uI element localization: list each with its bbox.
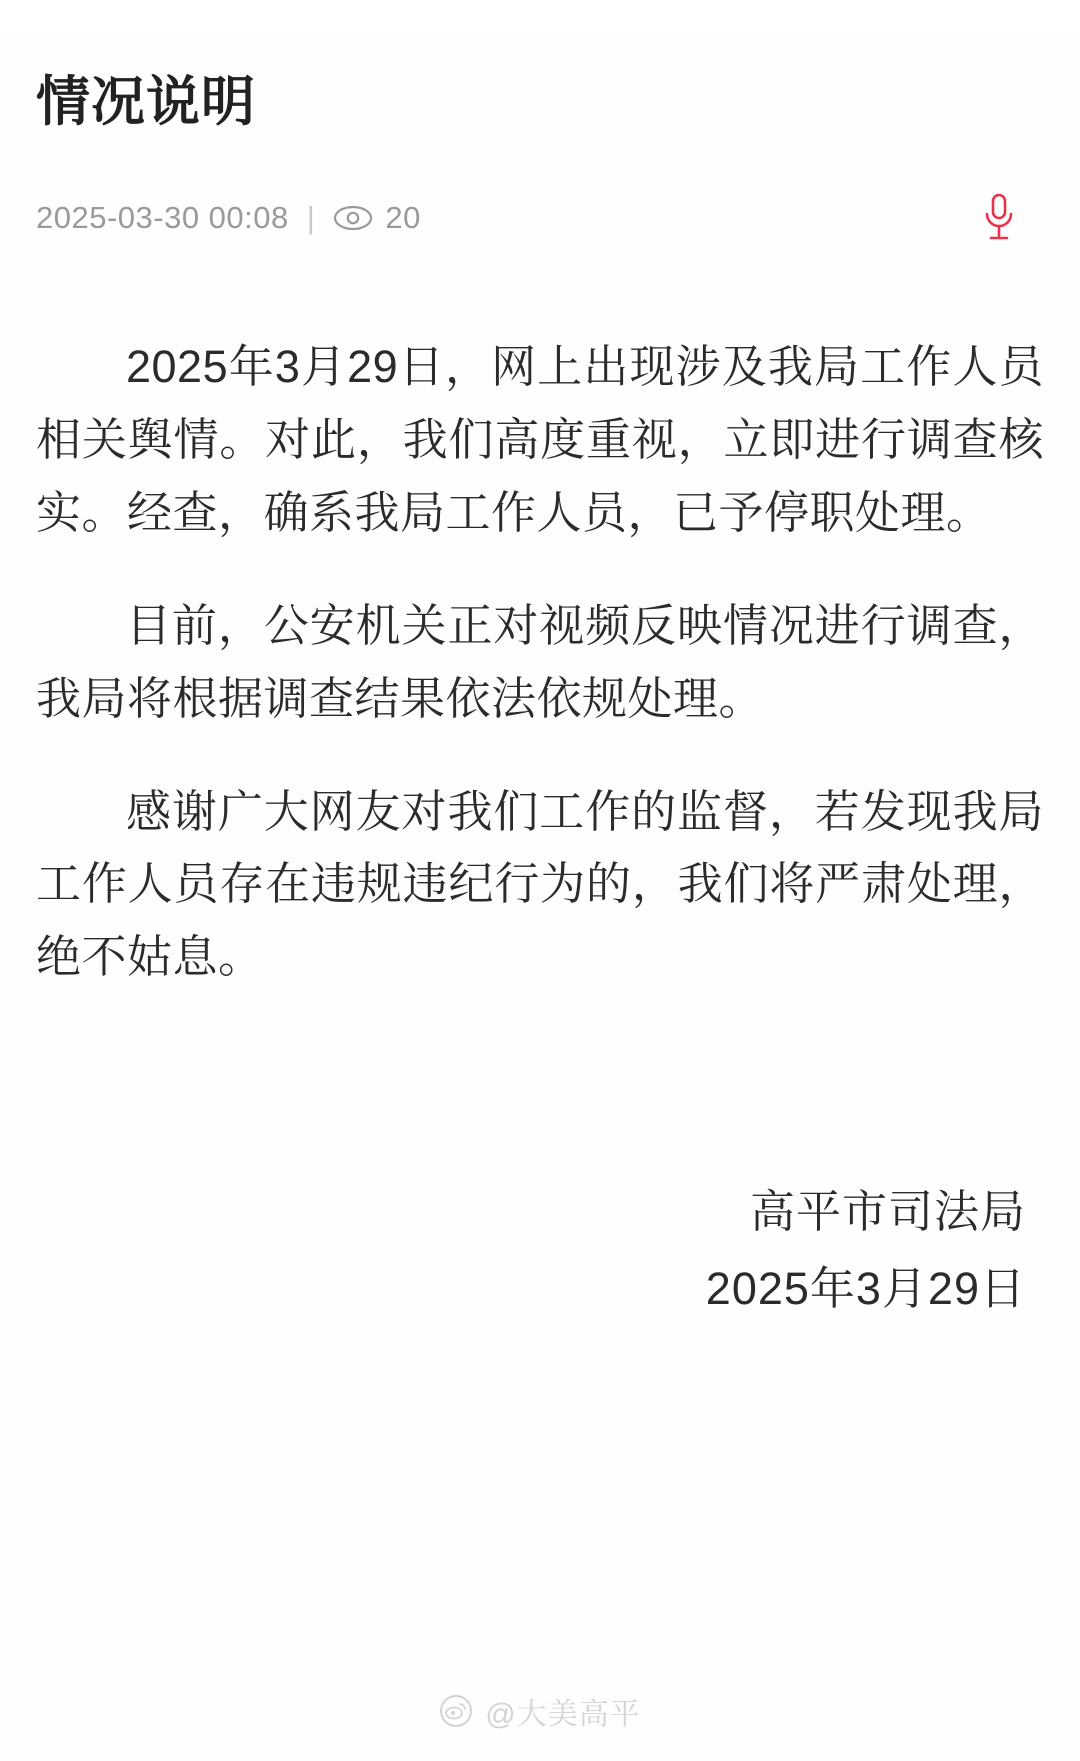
- paragraph: 2025年3月29日，网上出现涉及我局工作人员相关舆情。对此，我们高度重视，立即进行调查核实。经查，确系我局工作人员，已予停职处理。: [36, 341, 1044, 538]
- page-title: 情况说明: [36, 72, 256, 133]
- signature-organization: 高平市司法局: [749, 1186, 1026, 1238]
- article-body: [36, 331, 1044, 994]
- signature-block: [36, 1174, 1044, 1327]
- watermark: [0, 1689, 1080, 1733]
- paragraph: 目前，公安机关正对视频反映情况进行调查，我局将根据调查结果依法依规处理。: [36, 599, 1044, 724]
- article-meta-row: [36, 191, 1044, 245]
- view-count: 20: [385, 200, 421, 236]
- watermark-text: @大美高平: [485, 1698, 641, 1732]
- article-page: [0, 36, 1080, 1761]
- weibo-logo-icon: [439, 1694, 473, 1728]
- meta-info: [36, 200, 421, 236]
- microphone-icon[interactable]: [972, 191, 1026, 245]
- publish-date: 2025-03-30 00:08: [36, 200, 289, 236]
- signature-date: 2025年3月29日: [705, 1262, 1026, 1314]
- meta-separator: |: [306, 200, 316, 236]
- paragraph: 感谢广大网友对我们工作的监督，若发现我局工作人员存在违规违纪行为的，我们将严肃处理，绝不姑息。: [36, 785, 1044, 983]
- eye-icon: [333, 205, 373, 231]
